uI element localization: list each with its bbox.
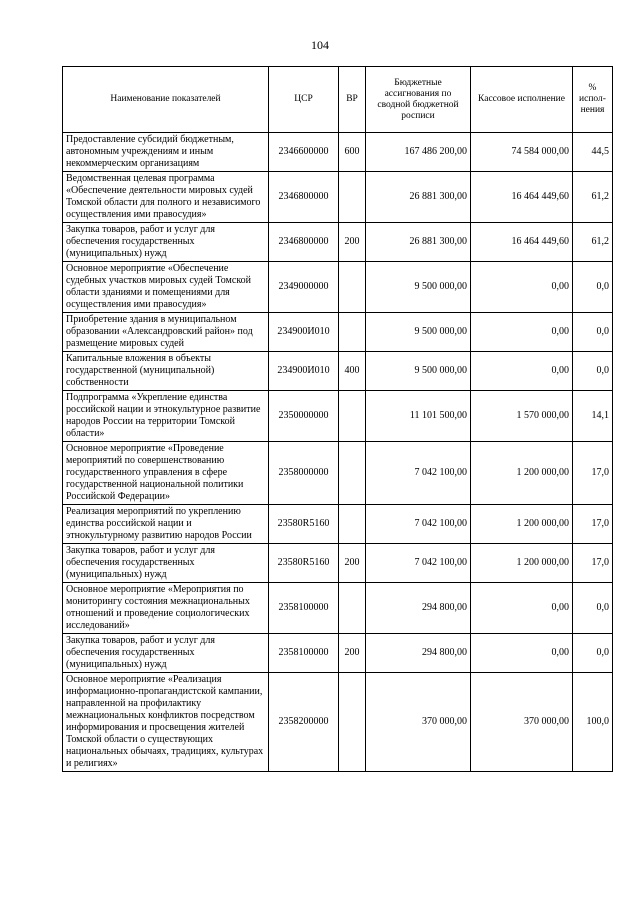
row-vr: 200 (339, 223, 366, 262)
row-assignments: 7 042 100,00 (366, 442, 471, 505)
row-assignments: 167 486 200,00 (366, 133, 471, 172)
row-csr: 2358200000 (269, 673, 339, 772)
table-row (63, 262, 613, 313)
row-cash-execution: 0,00 (471, 262, 573, 313)
row-name: Закупка товаров, работ и услуг для обеспечения государственных (муниципальных) нужд (63, 634, 269, 673)
row-cash-execution: 1 200 000,00 (471, 544, 573, 583)
row-cash-execution: 1 200 000,00 (471, 505, 573, 544)
table-row (63, 544, 613, 583)
header-cash-execution: Кассовое исполнение (471, 67, 573, 133)
row-percent: 14,1 (573, 391, 613, 442)
row-csr: 234900И010 (269, 352, 339, 391)
row-cash-execution: 74 584 000,00 (471, 133, 573, 172)
header-assignments: Бюджетные ассигнования по сводной бюджетной росписи (366, 67, 471, 133)
row-percent: 17,0 (573, 442, 613, 505)
row-cash-execution: 0,00 (471, 634, 573, 673)
row-cash-execution: 16 464 449,60 (471, 172, 573, 223)
row-cash-execution: 1 570 000,00 (471, 391, 573, 442)
row-percent: 61,2 (573, 223, 613, 262)
row-vr (339, 505, 366, 544)
row-name: Основное мероприятие «Проведение мероприятий по совершенствованию государственного управления в сфере государственной национальной политики Российской Федерации» (63, 442, 269, 505)
table-row (63, 391, 613, 442)
row-csr: 2358100000 (269, 634, 339, 673)
page-number: 104 (311, 38, 329, 52)
row-assignments: 370 000,00 (366, 673, 471, 772)
row-assignments: 294 800,00 (366, 634, 471, 673)
row-csr: 2358000000 (269, 442, 339, 505)
row-name: Предоставление субсидий бюджетным, автономным учреждениям и иным некоммерческим организациям (63, 133, 269, 172)
row-csr: 23580R5160 (269, 505, 339, 544)
row-name: Приобретение здания в муниципальном образовании «Александровский район» под размещение мировых судей (63, 313, 269, 352)
row-cash-execution: 370 000,00 (471, 673, 573, 772)
row-vr (339, 313, 366, 352)
table-row (63, 223, 613, 262)
row-name: Основное мероприятие «Мероприятия по мониторингу состояния межнациональных отношений и проведение социологических исследований» (63, 583, 269, 634)
row-vr (339, 442, 366, 505)
row-vr (339, 583, 366, 634)
row-name: Подпрограмма «Укрепление единства российской нации и этнокультурное развитие народов России на территории Томской области» (63, 391, 269, 442)
row-name: Капитальные вложения в объекты государственной (муниципальной) собственности (63, 352, 269, 391)
row-csr: 2346600000 (269, 133, 339, 172)
row-percent: 17,0 (573, 544, 613, 583)
row-vr: 200 (339, 634, 366, 673)
row-percent: 0,0 (573, 313, 613, 352)
table-row (63, 172, 613, 223)
row-assignments: 9 500 000,00 (366, 262, 471, 313)
header-name: Наименование показателей (63, 67, 269, 133)
row-assignments: 26 881 300,00 (366, 223, 471, 262)
row-vr (339, 172, 366, 223)
row-csr: 2349000000 (269, 262, 339, 313)
row-assignments: 7 042 100,00 (366, 505, 471, 544)
row-vr: 600 (339, 133, 366, 172)
row-assignments: 7 042 100,00 (366, 544, 471, 583)
row-csr: 23580R5160 (269, 544, 339, 583)
table-header-row (63, 67, 613, 133)
row-percent: 100,0 (573, 673, 613, 772)
row-assignments: 9 500 000,00 (366, 313, 471, 352)
row-name: Основное мероприятие «Реализация информационно-пропагандистской кампании, направленной на профилактику межнациональных конфликтов посредством информирования и просвещения жителей Томской области о существующих национальных обычаях, традициях, культурах и религиях» (63, 673, 269, 772)
header-csr: ЦСР (269, 67, 339, 133)
table-row (63, 583, 613, 634)
row-cash-execution: 1 200 000,00 (471, 442, 573, 505)
row-csr: 2346800000 (269, 172, 339, 223)
row-assignments: 11 101 500,00 (366, 391, 471, 442)
row-cash-execution: 0,00 (471, 583, 573, 634)
table-row (63, 673, 613, 772)
table-row (63, 442, 613, 505)
row-name: Ведомственная целевая программа «Обеспечение деятельности мировых судей Томской области для полного и независимого осуществления ими правосудия» (63, 172, 269, 223)
row-cash-execution: 16 464 449,60 (471, 223, 573, 262)
row-percent: 0,0 (573, 634, 613, 673)
row-csr: 2358100000 (269, 583, 339, 634)
budget-table (62, 66, 613, 772)
row-csr: 234900И010 (269, 313, 339, 352)
row-cash-execution: 0,00 (471, 313, 573, 352)
row-vr: 200 (339, 544, 366, 583)
row-percent: 0,0 (573, 583, 613, 634)
row-name: Закупка товаров, работ и услуг для обеспечения государственных (муниципальных) нужд (63, 544, 269, 583)
row-percent: 61,2 (573, 172, 613, 223)
table-row (63, 505, 613, 544)
row-name: Реализация мероприятий по укреплению единства российской нации и этнокультурному развитию народов России (63, 505, 269, 544)
row-vr: 400 (339, 352, 366, 391)
row-percent: 44,5 (573, 133, 613, 172)
table-row (63, 352, 613, 391)
row-name: Основное мероприятие «Обеспечение судебных участков мировых судей Томской области зданиями и помещениями для осуществления ими правосудия» (63, 262, 269, 313)
row-csr: 2346800000 (269, 223, 339, 262)
table-row (63, 133, 613, 172)
row-percent: 0,0 (573, 352, 613, 391)
row-vr (339, 673, 366, 772)
row-vr (339, 391, 366, 442)
table-row (63, 313, 613, 352)
row-cash-execution: 0,00 (471, 352, 573, 391)
row-csr: 2350000000 (269, 391, 339, 442)
row-assignments: 26 881 300,00 (366, 172, 471, 223)
row-percent: 0,0 (573, 262, 613, 313)
row-assignments: 294 800,00 (366, 583, 471, 634)
row-vr (339, 262, 366, 313)
row-percent: 17,0 (573, 505, 613, 544)
row-name: Закупка товаров, работ и услуг для обеспечения государственных (муниципальных) нужд (63, 223, 269, 262)
header-vr: ВР (339, 67, 366, 133)
row-assignments: 9 500 000,00 (366, 352, 471, 391)
table-row (63, 634, 613, 673)
header-percent: % испол-нения (573, 67, 613, 133)
